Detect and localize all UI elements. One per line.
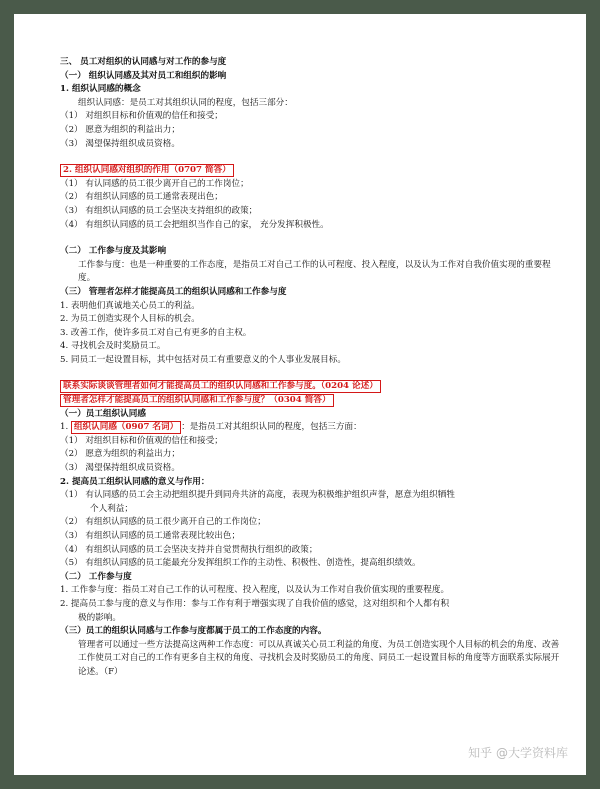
definition-text: 组织认同感：是员工对其组织认同的程度，包括三部分： xyxy=(78,97,293,108)
subsection-heading-3: （三） 管理者怎样才能提高员工的组织认同感和工作参与度 xyxy=(60,286,287,297)
answer-heading-2: （二） 工作参与度 xyxy=(60,571,132,582)
paragraph-text: 工作参与度：也是一种重要的工作态度，是指员工对自己工作的认可程度、投入程度，以及认为工作对自我价值实现的重要程度。 xyxy=(78,259,551,284)
list-item: （4） 有组织认同感的员工会坚决支持并自觉贯彻执行组织的政策； xyxy=(60,544,318,555)
point-title-1: 1. 组织认同感的概念 xyxy=(60,84,141,95)
list-item: 3. 改善工作，使许多员工对自己有更多的自主权。 xyxy=(60,327,252,338)
list-item: 2. 提高员工参与度的意义与作用：参与工作有利于增强实现了自我价值的感觉，这对组织和个人都有积 xyxy=(60,598,450,609)
list-item: 4. 寻找机会及时奖励员工。 xyxy=(60,341,166,352)
list-item: 1. 工作参与度：指员工对自己工作的认可程度、投入程度，以及认为工作对自我价值实现的重要程度。 xyxy=(60,585,450,596)
document-content xyxy=(60,56,565,680)
list-item: （2） 愿意为组织的利益出力； xyxy=(60,449,180,460)
list-item: （3） 有组织认同感的员工通常表现比较出色； xyxy=(60,531,241,541)
list-item: 2. 为员工创造实现个人目标的机会。 xyxy=(60,314,200,325)
list-item: （5） 有组织认同感的员工能最充分发挥组织工作的主动性、积极性、创造性，提高组织绩效。 xyxy=(60,558,421,569)
list-item: （1） 对组织目标和价值观的信任和接受； xyxy=(60,111,223,122)
list-item: （4） 有组织认同感的员工会把组织当作自己的家， 充分发挥积极性。 xyxy=(60,219,329,230)
answer-heading-3: （三）员工的组织认同感与工作参与度都属于员工的工作态度的内容。 xyxy=(60,626,327,637)
subsection-heading-2: （二） 工作参与度及其影响 xyxy=(60,246,167,257)
answer-point-title: 2. 提高员工组织认同感的意义与作用： xyxy=(60,476,210,487)
list-item: （1） 有认同感的员工很少离开自己的工作岗位； xyxy=(60,178,249,189)
term-number: 1. xyxy=(60,422,69,433)
list-item: （2） 愿意为组织的利益出力； xyxy=(60,124,180,135)
list-item-continuation: 个人利益； xyxy=(90,503,133,514)
list-item-continuation: 极的影响。 xyxy=(78,612,121,623)
list-item: （2） 有组织认同感的员工很少离开自己的工作岗位； xyxy=(60,517,266,528)
term-definition: ：是指员工对其组织认同的程度，包括三方面： xyxy=(181,422,362,433)
list-item: （1） 对组织目标和价值观的信任和接受； xyxy=(60,435,223,446)
list-item: （1） 有认同感的员工会主动把组织提升到同舟共济的高度，表现为积极维护组织声誉，愿意为组织牺牲 xyxy=(60,490,455,501)
watermark-text: 知乎 @大学资料库 xyxy=(468,746,568,760)
section-heading: 三、 员工对组织的认同感与对工作的参与度 xyxy=(60,57,227,67)
list-item: （2） 有组织认同感的员工通常表现出色； xyxy=(60,192,223,203)
exam-tag-box: 2. 组织认同感对组织的作用（0707 简答） xyxy=(60,164,234,177)
answer-heading-1: （一）员工组织认同感 xyxy=(60,408,146,419)
subsection-heading-1: （一） 组织认同感及其对员工和组织的影响 xyxy=(60,70,227,81)
exam-question-1: 联系实际谈谈管理者如何才能提高员工的组织认同感和工作参与度。（0204 论述） xyxy=(60,380,381,393)
list-item: 5. 同员工一起设置目标，其中包括对员工有重要意义的个人事业发展目标。 xyxy=(60,354,346,365)
document-page xyxy=(14,14,586,775)
conclusion-paragraph: 管理者可以通过一些方法提高这两种工作态度：可以从真诚关心员工利益的角度、为员工创造实现个人目标的机会的角度、改善工作使员工对自己的工作有更多自主权的角度、寻找机会及时奖励员工的角度、同员工一起设置目标的角度等方面联系实际展开论述。（F） xyxy=(78,639,560,677)
list-item: 1. 表明他们真诚地关心员工的利益。 xyxy=(60,300,200,311)
exam-question-2: 管理者怎样才能提高员工的组织认同感和工作参与度？（0304 简答） xyxy=(60,394,334,407)
term-box: 组织认同感（0907 名词） xyxy=(71,421,181,434)
list-item: （3） 有组织认同感的员工会坚决支持组织的政策； xyxy=(60,205,258,216)
list-item: （3） 渴望保持组织成员资格。 xyxy=(60,138,180,149)
list-item: （3） 渴望保持组织成员资格。 xyxy=(60,463,180,474)
